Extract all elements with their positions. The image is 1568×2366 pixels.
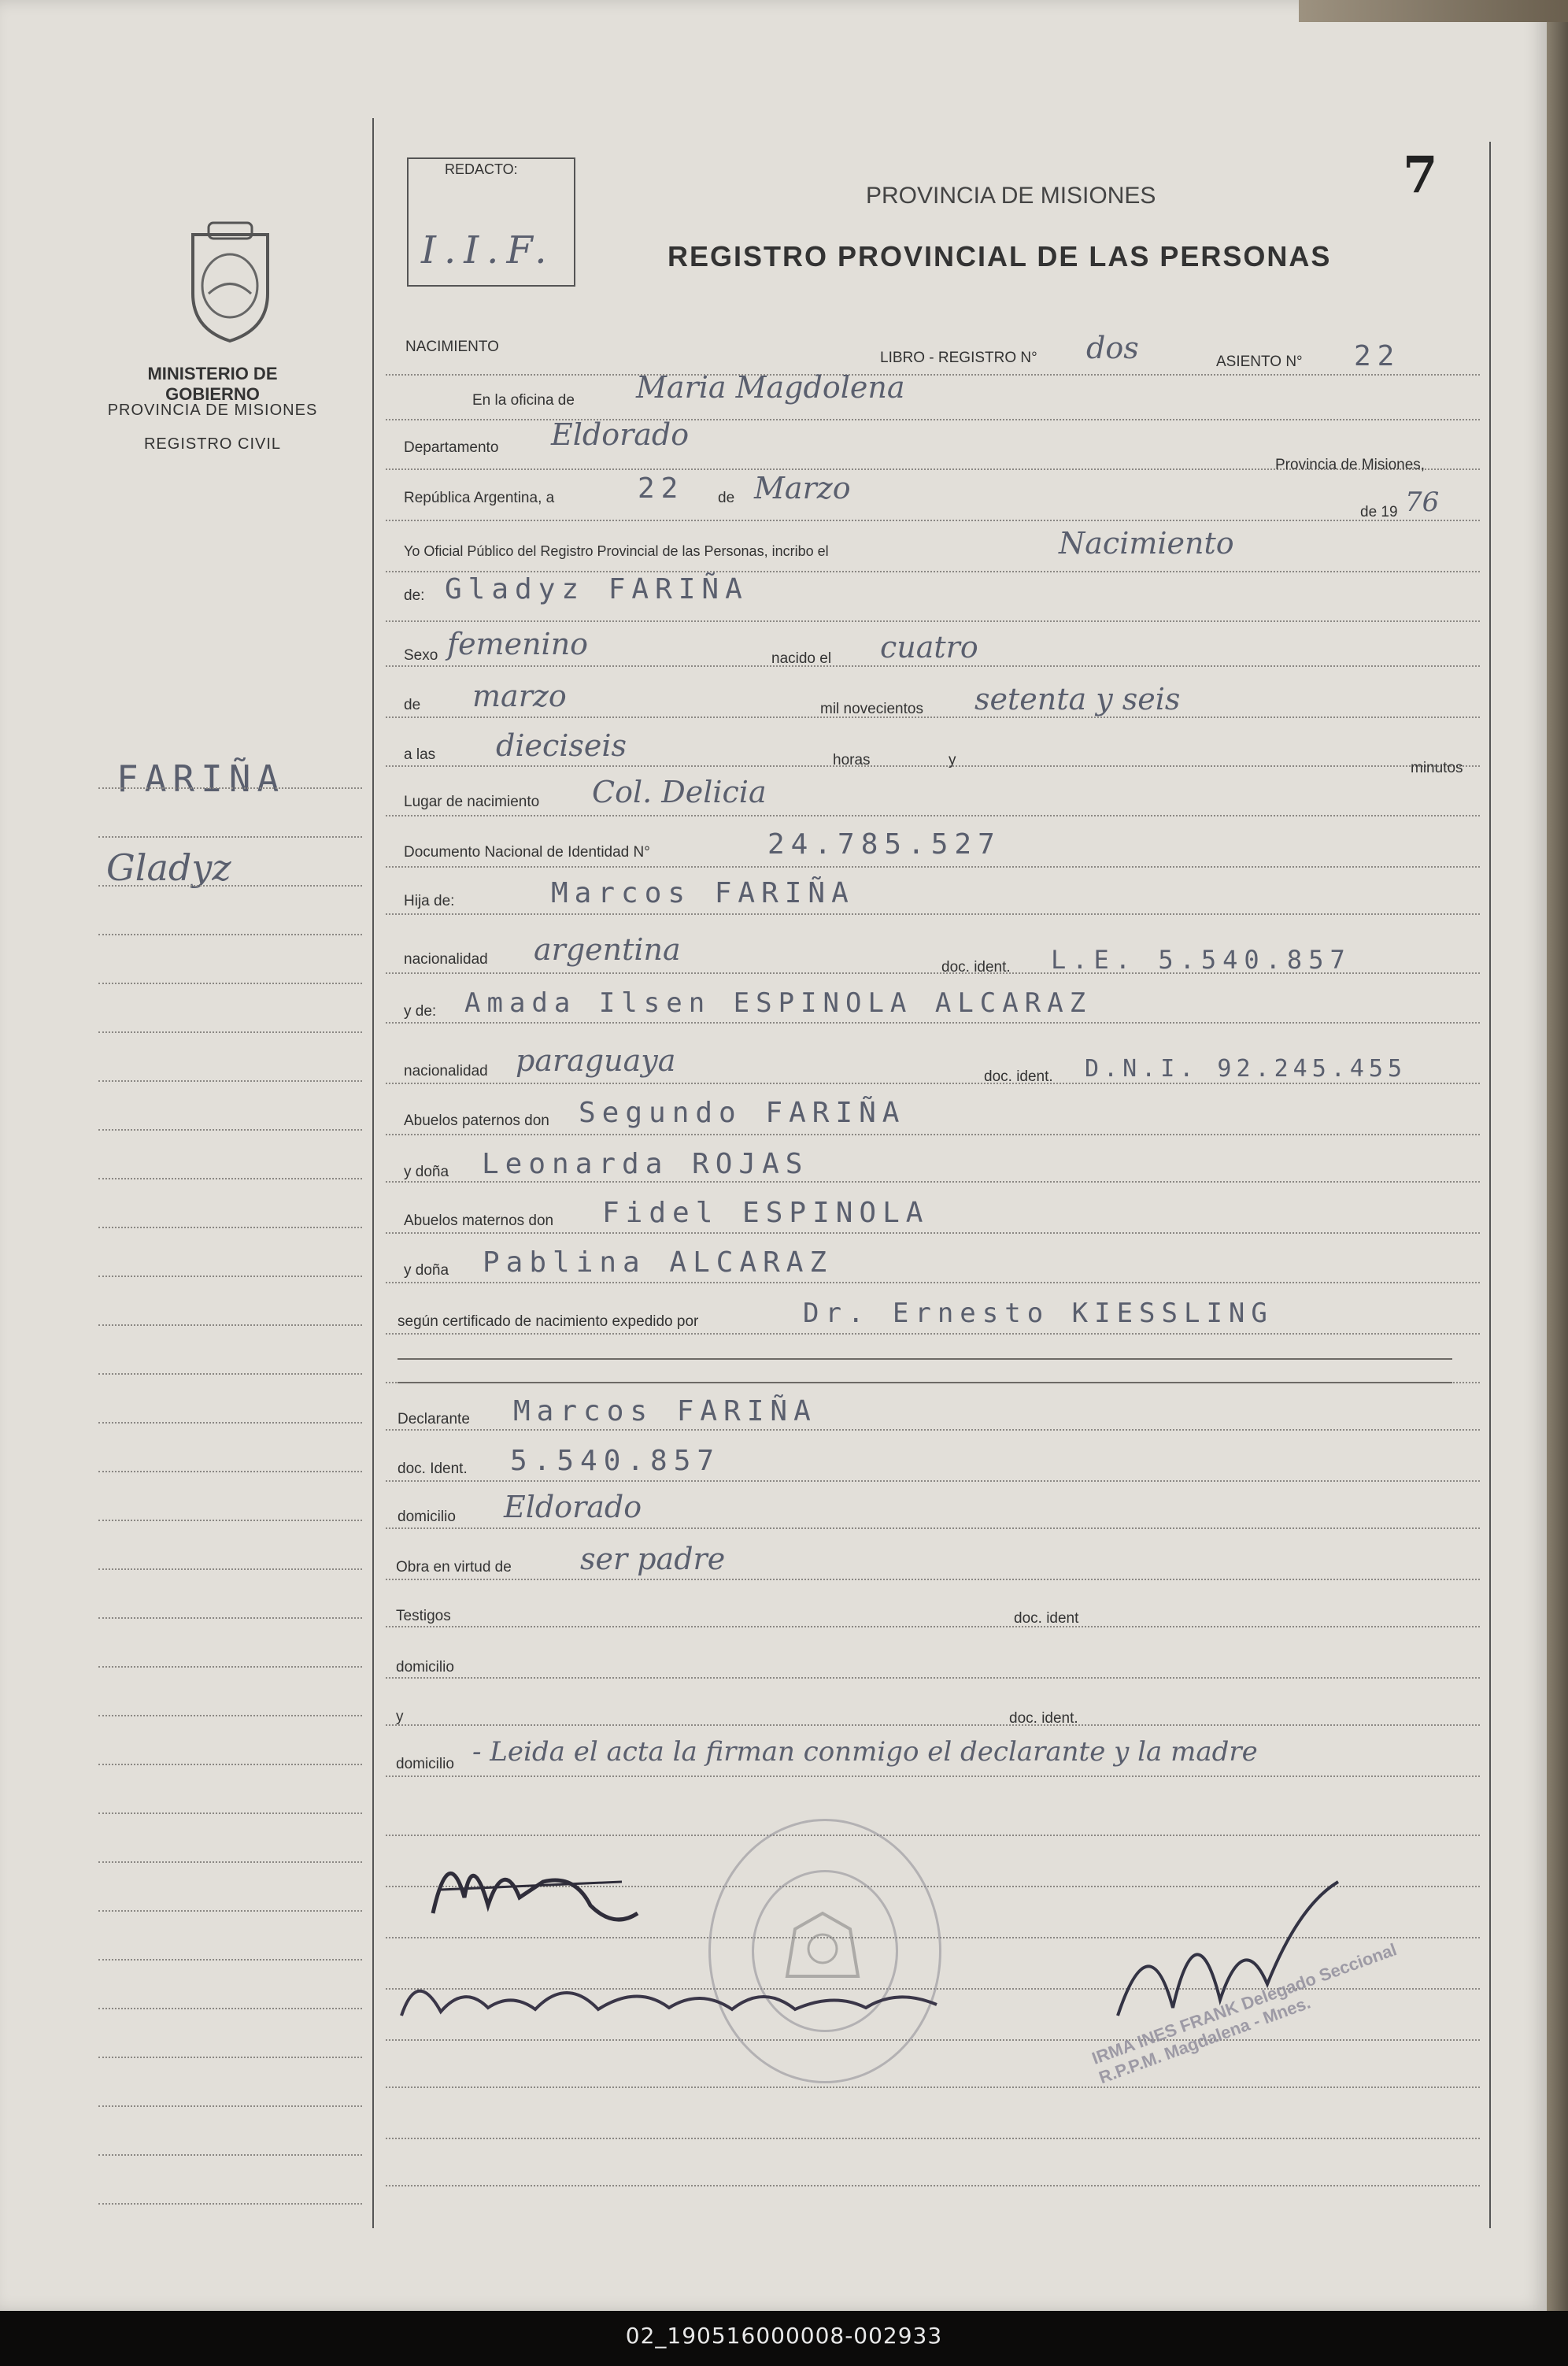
margin-rule-line	[98, 1568, 362, 1570]
page-number: 7	[1403, 146, 1438, 205]
margin-rule-line	[98, 836, 362, 838]
form-rule-line	[386, 1333, 1480, 1335]
right-margin-rule	[1489, 142, 1491, 2228]
testigos-label: Testigos	[396, 1608, 451, 1624]
obra-value: ser padre	[580, 1542, 726, 1576]
declarante-signature	[417, 1835, 653, 1945]
doc1-value: L.E. 5.540.857	[1051, 945, 1352, 975]
margin-rule-line	[98, 1520, 362, 1521]
margin-rule-line	[98, 885, 362, 887]
provincia-label: Provincia de Misiones,	[1275, 457, 1426, 473]
margin-rule-line	[98, 934, 362, 935]
form-rule-line	[386, 866, 1480, 868]
margin-rule-line	[98, 1812, 362, 1814]
doc2-value: D.N.I. 92.245.455	[1085, 1055, 1407, 1083]
form-rule-line	[386, 374, 1480, 376]
margin-rule-line	[98, 1861, 362, 1863]
persona-value: Gladyz FARIÑA	[445, 573, 749, 605]
oficina-label: En la oficina de	[472, 392, 575, 409]
am2-value: Pablina ALCARAZ	[483, 1246, 834, 1279]
form-rule-line	[386, 1775, 1480, 1777]
coat-of-arms-icon	[177, 219, 283, 345]
registry-title: REGISTRO PROVINCIAL DE LAS PERSONAS	[668, 240, 1332, 272]
margin-rule-line	[98, 1422, 362, 1424]
departamento-value: Eldorado	[551, 417, 690, 452]
doc2-label: doc. ident.	[984, 1068, 1053, 1085]
asiento-value: 22	[1354, 340, 1401, 372]
form-rule-line	[386, 620, 1480, 622]
form-rule-line	[386, 419, 1480, 420]
alas-label: a las	[404, 746, 436, 763]
section-divider	[398, 1358, 1452, 1360]
form-rule-line	[386, 665, 1480, 667]
margin-rule-line	[98, 1666, 362, 1668]
minutos-label: minutos	[1411, 760, 1463, 776]
lugar-value: Col. Delicia	[592, 775, 767, 809]
margin-rule-line	[98, 2154, 362, 2156]
domicilio3-label: domicilio	[396, 1756, 454, 1772]
ministry-line3: REGISTRO CIVIL	[143, 435, 282, 453]
margin-given-name: Gladyz	[106, 846, 231, 889]
margin-rule-line	[98, 1910, 362, 1912]
am2-label: y doña	[404, 1262, 449, 1279]
doc5-label: doc. ident.	[1009, 1710, 1078, 1727]
form-rule-line	[386, 1134, 1480, 1135]
de-label: de	[718, 490, 735, 506]
libro-label: LIBRO - REGISTRO N°	[880, 350, 1037, 366]
doc3-label: doc. Ident.	[398, 1461, 468, 1477]
anio-value: 76	[1405, 487, 1440, 518]
sexo-label: Sexo	[404, 647, 438, 664]
nac1-label: nacionalidad	[404, 951, 488, 968]
yde-label: y de:	[404, 1003, 437, 1020]
closing-remark: - Leida el acta la firman conmigo el declarante y la madre	[472, 1736, 1258, 1768]
margin-rule-line	[98, 1373, 362, 1375]
form-rule-line	[386, 520, 1480, 521]
ap2-label: y doña	[404, 1164, 449, 1180]
nac2-value: paraguaya	[516, 1043, 676, 1078]
y-label: y	[949, 752, 956, 768]
de-mes-label: de	[404, 697, 421, 713]
margin-rule-line	[98, 2057, 362, 2058]
margin-rule-line	[98, 1178, 362, 1179]
mil-value: setenta y seis	[974, 682, 1181, 716]
ap-value: Segundo FARIÑA	[579, 1097, 906, 1129]
declarante-label: Declarante	[398, 1411, 470, 1427]
hora-value: dieciseis	[496, 728, 627, 763]
form-rule-line	[386, 2138, 1480, 2139]
form-rule-line	[386, 913, 1480, 915]
form-rule-line	[386, 1181, 1480, 1183]
left-margin-rule	[372, 118, 374, 2228]
nacimiento-label: NACIMIENTO	[405, 339, 499, 355]
madre-value: Amada Ilsen ESPINOLA ALCARAZ	[464, 987, 1093, 1019]
oficial-label: Yo Oficial Público del Registro Provincial de las Personas, incribo el	[404, 543, 829, 559]
cert-value: Dr. Ernesto KIESSLING	[803, 1298, 1274, 1329]
margin-rule-line	[98, 1227, 362, 1228]
am-label: Abuelos maternos don	[404, 1213, 554, 1229]
margin-rule-line	[98, 2105, 362, 2107]
am-value: Fidel ESPINOLA	[602, 1197, 930, 1229]
margin-rule-line	[98, 1276, 362, 1277]
declarante-value: Marcos FARIÑA	[513, 1395, 817, 1427]
lugar-label: Lugar de nacimiento	[404, 794, 540, 810]
form-rule-line	[386, 1527, 1480, 1529]
form-rule-line	[386, 1083, 1480, 1084]
margin-rule-line	[98, 787, 362, 789]
mil-label: mil novecientos	[820, 701, 923, 717]
de-anio-label: de 19	[1360, 504, 1398, 520]
margin-rule-line	[98, 1324, 362, 1326]
padre-value: Marcos FARIÑA	[551, 877, 855, 909]
margin-surname: FARIÑA	[116, 757, 286, 800]
form-rule-line	[386, 2185, 1480, 2186]
margin-rule-line	[98, 1617, 362, 1619]
nacido-value: cuatro	[880, 630, 978, 665]
hora-label: horas	[833, 752, 871, 768]
ap-label: Abuelos paternos don	[404, 1113, 549, 1129]
ap2-value: Leonarda ROJAS	[482, 1148, 809, 1180]
form-rule-line	[386, 1480, 1480, 1482]
margin-rule-line	[98, 1764, 362, 1765]
section-divider	[398, 1382, 1452, 1383]
margin-rule-line	[98, 1471, 362, 1472]
departamento-label: Departamento	[404, 439, 499, 456]
asiento-label: ASIENTO N°	[1216, 354, 1303, 370]
sexo-value: femenino	[447, 627, 589, 661]
registrar-stamp: IRMA INES FRANK Delegado Seccional R.P.P.M. Magdalena - Mnes.	[1089, 1939, 1400, 2088]
form-rule-line	[386, 1282, 1480, 1283]
form-rule-line	[386, 2086, 1480, 2088]
form-rule-line	[386, 1429, 1480, 1431]
doc3-value: 5.540.857	[510, 1445, 721, 1477]
nac-mes-value: marzo	[472, 679, 567, 713]
hija-label: Hija de:	[404, 893, 455, 909]
dni-value: 24.785.527	[767, 828, 1001, 861]
de-persona-label: de:	[404, 587, 425, 604]
mes-value: Marzo	[754, 471, 851, 505]
margin-rule-line	[98, 2008, 362, 2009]
acto-value: Nacimiento	[1059, 526, 1234, 561]
dia-value: 22	[638, 472, 685, 505]
form-rule-line	[386, 815, 1480, 816]
margin-rule-line	[98, 1031, 362, 1033]
margin-rule-line	[98, 1715, 362, 1716]
book-edge	[1299, 0, 1568, 22]
nac1-value: argentina	[534, 932, 681, 967]
form-rule-line	[386, 1626, 1480, 1627]
dni-label: Documento Nacional de Identidad N°	[404, 844, 650, 861]
margin-rule-line	[98, 1080, 362, 1082]
form-rule-line	[386, 1232, 1480, 1234]
margin-rule-line	[98, 1129, 362, 1131]
oficina-value: Maria Magdolena	[636, 370, 905, 405]
province-heading: PROVINCIA DE MISIONES	[866, 183, 1156, 209]
obra-label: Obra en virtud de	[396, 1559, 512, 1575]
doc4-label: doc. ident	[1014, 1610, 1079, 1627]
redacto-label: REDACTO:	[445, 161, 518, 177]
form-rule-line	[386, 1579, 1480, 1580]
margin-rule-line	[98, 983, 362, 984]
form-rule-line	[386, 765, 1480, 767]
form-rule-line	[386, 1724, 1480, 1726]
form-rule-line	[386, 1677, 1480, 1679]
book-binding	[1547, 0, 1568, 2311]
domicilio-label: domicilio	[398, 1509, 456, 1525]
margin-rule-line	[98, 1959, 362, 1961]
nacido-label: nacido el	[771, 650, 832, 667]
y2-label: y	[396, 1709, 404, 1725]
margin-rule-line	[98, 2203, 362, 2205]
redacto-initials: I.I.F.	[421, 228, 555, 272]
form-rule-line	[386, 1022, 1480, 1024]
madre-signature	[386, 1953, 952, 2039]
image-caption: 02_190516000008-002933	[625, 2323, 943, 2349]
domicilio2-label: domicilio	[396, 1659, 454, 1675]
republica-label: República Argentina, a	[404, 490, 555, 506]
domicilio-value: Eldorado	[504, 1490, 642, 1524]
nac2-label: nacionalidad	[404, 1063, 488, 1079]
cert-label: según certificado de nacimiento expedido por	[398, 1313, 699, 1330]
ministry-line2: PROVINCIA DE MISIONES	[107, 402, 318, 419]
form-rule-line	[386, 716, 1480, 718]
form-rule-line	[386, 571, 1480, 572]
ministry-line1: MINISTERIO DE GOBIERNO	[147, 364, 278, 404]
doc1-label: doc. ident.	[941, 959, 1011, 976]
libro-value: dos	[1086, 331, 1139, 365]
